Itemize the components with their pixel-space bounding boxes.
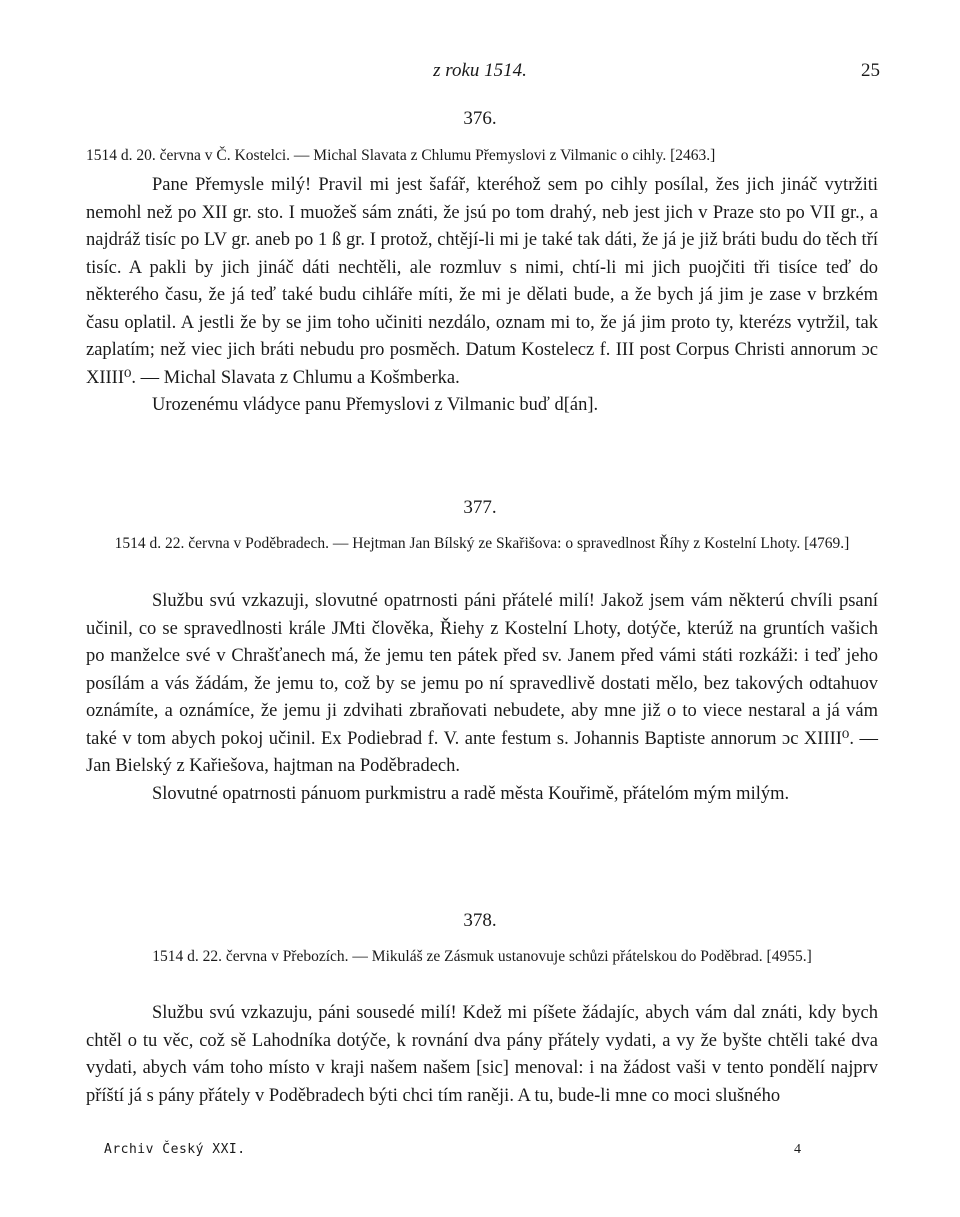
signature-mark: 4 — [794, 1142, 801, 1157]
running-head — [0, 60, 960, 86]
document-address: Urozenému vládyce panu Přemyslovi z Vilmanic buď d[án]. — [152, 395, 599, 415]
document-body-378 — [86, 1000, 878, 1110]
document-paragraph: Službu svú vzkazuju, páni sousedé milí! Kdež mi píšete žádajíc, abych vám dal znáti, kdy bych chtěl o tu věc, což sě Lahodníka dotýče, k rovnání dva pány přátely vydati, a vy že byšte chtěli také dva vydati, abych vám toho místo v kraji našem našem [sic] menoval: i na žádost vaši v tento pondělí najprv příští já s pány přátely v Poděbradech býti chci tím raněji. A tu, bude-li mne co moci slušného — [86, 1003, 878, 1106]
document-body-376 — [86, 172, 878, 420]
document-paragraph: Službu svú vzkazuji, slovutné opatrnosti páni přátelé milí! Jakož jsem vám některú chvíli psaní učinil, co se spravedlnosti krále JMti člověka, Řiehy z Kostelní Lhoty, dotýče, kterúž na gruntích vašich po manželce své v Chrašťanech má, že jemu ten pátek před sv. Janem před vámi státi rozkáži: i teď jeho posílám a vás žádám, že jemu to, což by se jemu po ní spravedlivě dostati mělo, bez takových odtahuov oznámíte, a oznámíce, že jemu ji zdvihati zbraňovati nebudete, aby mne již o to viece nestaral a já vám také v tom abych pokoj učinil. Ex Podiebrad f. V. ante festum s. Johannis Baptiste annorum ɔc XIIII⁰. — Jan Bielský z Kařiešova, hajtman na Poděbradech. — [86, 591, 878, 776]
page-footer — [0, 1142, 960, 1162]
document-number-377: 377. — [463, 497, 497, 518]
document-address: Slovutné opatrnosti pánuom purkmistru a radě města Kouřimě, přátelóm mým milým. — [152, 783, 790, 804]
document-regest-376: 1514 d. 20. června v Č. Kostelci. — Michal Slavata z Chlumu Přemyslovi z Vilmanic o cihly. [2463.] — [86, 147, 716, 164]
document-number-376: 376. — [463, 108, 497, 129]
printer-signature: Archiv Český XXI. — [104, 1142, 246, 1157]
document-paragraph: Pane Přemysle milý! Pravil mi jest šafář, kteréhož sem po cihly posílal, žes jich jináč vytržiti nemohl než po XII gr. sto. I muožeš sám znáti, že jsú po tom drahý, neb jest jich v Praze sto po VII gr., a najdráž tisíc po LV gr. aneb po 1 ß gr. I protož, chtějí-li mi je také tak dáti, že já je již bráti budu do těch tří tisíc. A pakli by jich jináč dáti nechtěli, ale rozmluv s nimi, chtí-li mi jich puojčiti tři tisíce teď do některého času, že já teď také budu cihláře míti, že mi je dělati bude, a že bych já jim je zase v brzkém času oplatil. A jestli že by se jim toho učiniti nezdálo, oznam mi to, že já jim proto ty, kterézs vytržil, tak zaplatím; než viec jich bráti nebudu pro posměch. Datum Kostelecz f. III post Corpus Christi annorum ɔc XIIII⁰. — Michal Slavata z Chlumu a Košmberka. — [86, 175, 878, 388]
running-title: z roku 1514. — [433, 60, 527, 81]
document-regest-378: 1514 d. 22. června v Přebozích. — Mikuláš ze Zásmuk ustanovuje schůzi přátelskou do Poděbrad. [4955.] — [152, 948, 812, 965]
document-regest-377: 1514 d. 22. června v Poděbradech. — Hejtman Jan Bílský ze Skařišova: o spravedlnost Říhy z Kostelní Lhoty. [4769.] — [114, 535, 850, 552]
document-body-377 — [86, 588, 878, 808]
document-number-378: 378. — [463, 910, 497, 931]
page-number: 25 — [861, 60, 880, 81]
